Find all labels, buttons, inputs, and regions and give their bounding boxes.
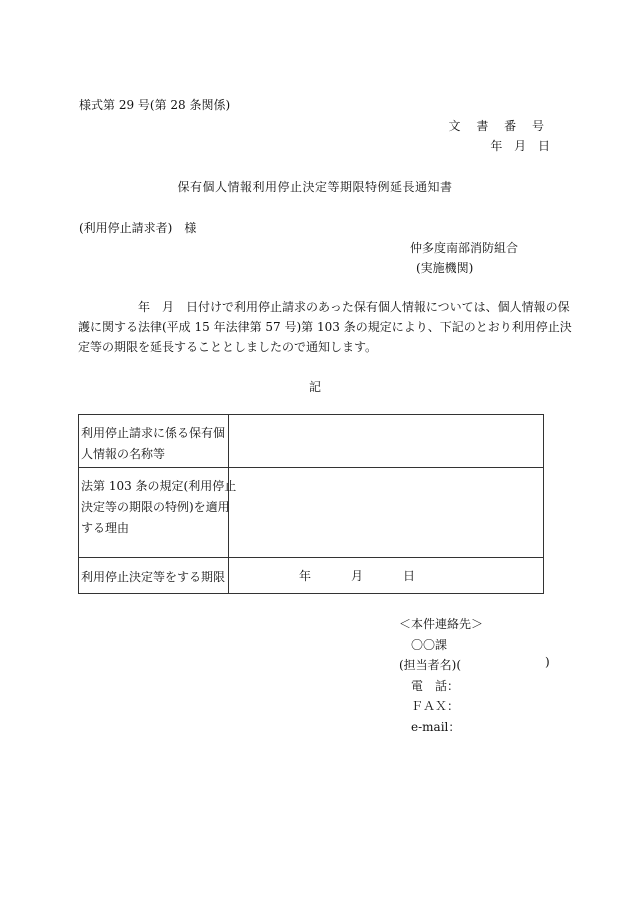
contact-heading: ＜本件連絡先＞ (399, 617, 484, 631)
ki-heading: 記 (308, 380, 321, 394)
document-number-label: 文 書 番 号 (448, 119, 550, 133)
deadline-field[interactable] (229, 558, 543, 594)
row-label (79, 558, 229, 594)
notice-body (78, 297, 572, 357)
row-label (79, 468, 237, 557)
notice-body-line: 年 月 日付けで利用停止請求のあった保有個人情報については、個人情報の保 (78, 300, 570, 314)
reason-field[interactable] (229, 468, 543, 557)
notice-body-line: 護に関する法律(平成 15 年法律第 57 号)第 103 条の規定により、下記のとおり利用停止決 (78, 320, 572, 334)
row-label-line: する理由 (81, 521, 130, 535)
contact-phone: 電 話： (411, 678, 460, 693)
contact-person: (担当者名)( (399, 658, 462, 672)
document-title: 保有個人情報利用停止決定等期限特例延長通知書 (177, 180, 453, 194)
table-row (79, 558, 543, 594)
row-label-line: 法第 103 条の規定(利用停止 (81, 479, 237, 493)
contact-person-close: ) (545, 655, 550, 669)
form-number: 様式第 29 号(第 28 条関係) (79, 98, 231, 112)
table-row (79, 415, 543, 468)
row-label-line: 利用停止請求に係る保有個 (81, 426, 226, 440)
contact-fax: ＦＡＸ： (411, 699, 460, 713)
notice-body-line: 定等の期限を延長することとしましたので通知します。 (78, 340, 378, 354)
row-label-line: 人情報の名称等 (81, 447, 166, 461)
sender-organization: 仲多度南部消防組合 (410, 241, 519, 255)
deadline-year-unit: 年 (299, 569, 312, 583)
row-label-line: 決定等の期限の特例)を適用 (81, 500, 230, 514)
details-table (78, 414, 544, 594)
addressee: (利用停止請求者) 様 (79, 221, 197, 235)
contact-email: e-mail： (411, 719, 461, 734)
deadline-day-unit: 日 (403, 569, 416, 583)
table-row (79, 468, 543, 558)
row-label (79, 415, 229, 467)
info-name-field[interactable] (229, 415, 543, 467)
sender-role: (実施機関) (416, 261, 474, 275)
row-label-line: 利用停止決定等をする期限 (81, 570, 226, 584)
contact-block (399, 614, 483, 737)
date-label: 年 月 日 (490, 139, 554, 153)
deadline-date (299, 567, 415, 584)
deadline-month-unit: 月 (351, 569, 364, 583)
contact-section: 〇〇課 (411, 637, 448, 652)
